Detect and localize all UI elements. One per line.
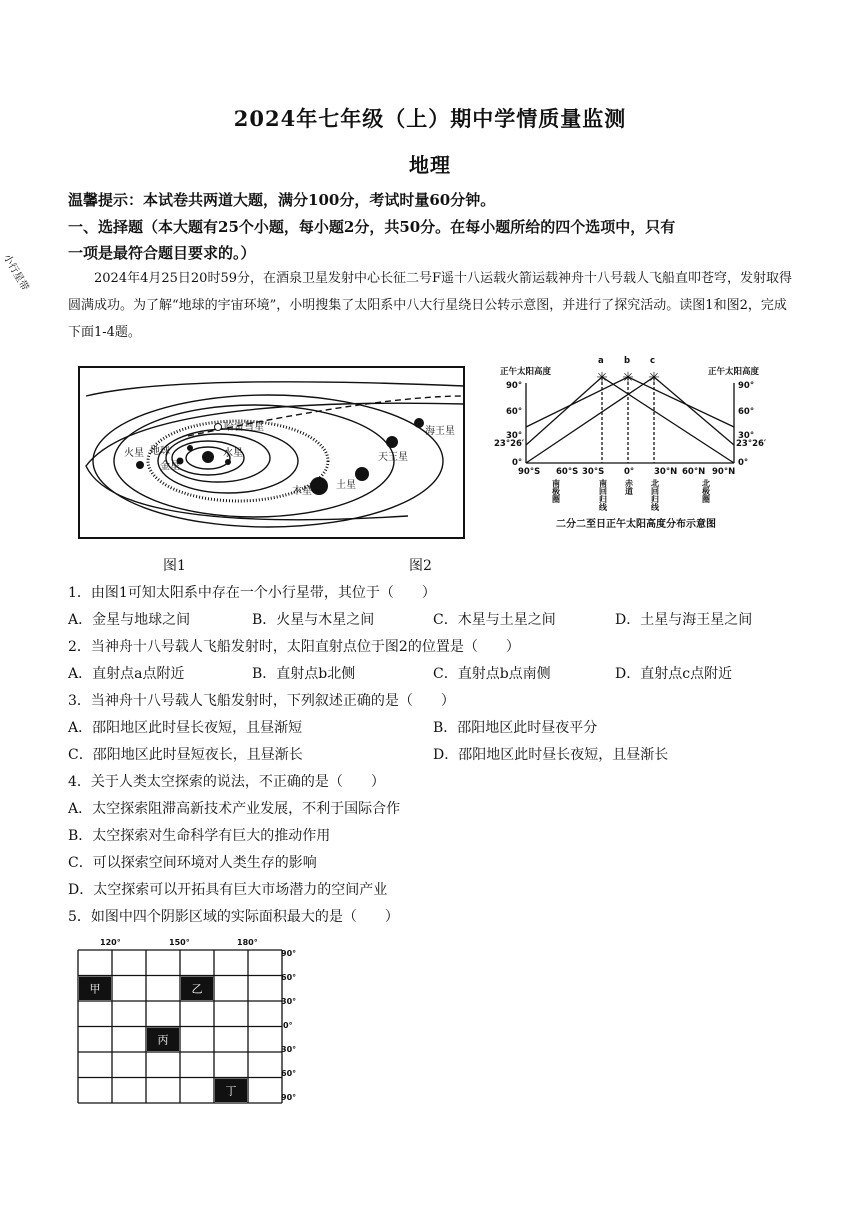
- q2-option-b: B．直射点b北侧: [252, 666, 356, 682]
- venus-label: 金星: [160, 461, 180, 472]
- zone-tropic-capricorn: 南回归线: [598, 479, 608, 511]
- question-3-stem: 3．当神舟十八号载人飞船发射时，下列叙述正确的是（ ）: [68, 693, 455, 709]
- point-c-label: c: [650, 356, 656, 366]
- lon-label-150: 150°: [169, 938, 190, 947]
- question-5-stem: 5．如图中四个阴影区域的实际面积最大的是（ ）: [68, 909, 399, 925]
- question-1-stem: 1．由图1可知太阳系中存在一个小行星带，其位于（ ）: [68, 585, 436, 601]
- reading-passage: 2024年4月25日20时59分，在酒泉卫星发射中心长征二号F遥十八运载火箭运载神舟十八号载人飞船直叩苍穹，发射取得圆满成功。为了解“地球的宇宙环境”，小明搜集了太阳系中八大行星绕日公转示意图，并进行了探究活动。读图1和图2，完成下面1-4题。: [68, 271, 793, 340]
- q1-option-b: B．火星与木星之间: [252, 612, 375, 628]
- q4-option-d: D．太空探索可以开拓具有巨大市场潜力的空间产业: [68, 882, 388, 898]
- x-tick-60s: 60°S: [556, 467, 579, 477]
- exam-tip: 温馨提示：本试卷共两道大题，满分100分，考试时量60分钟。: [68, 191, 496, 209]
- lat-label-3: 0°: [283, 1021, 293, 1030]
- x-tick-0: 0°: [624, 467, 635, 477]
- sun-icon-c: ✳: [648, 370, 660, 386]
- q3-option-d: D．邵阳地区此时昼长夜短，且昼渐长: [433, 747, 669, 763]
- x-tick-30n: 30°N: [654, 467, 678, 477]
- neptune-label: 海王星: [425, 426, 455, 437]
- q2-option-d: D．直射点c点附近: [615, 666, 733, 682]
- lat-label-0: 90°: [281, 949, 297, 958]
- sun-altitude-figure: [486, 355, 786, 535]
- x-tick-90n: 90°N: [712, 467, 736, 477]
- q3-option-c: C．邵阳地区此时昼短夜长，且昼渐长: [68, 747, 303, 763]
- question-2-stem: 2．当神舟十八号载人飞船发射时，太阳直射点位于图2的位置是（ ）: [68, 639, 520, 655]
- zone-antarctic-circle: 南极圈: [551, 479, 561, 503]
- mercury-label: 水星: [223, 448, 243, 459]
- point-b-label: b: [624, 356, 631, 366]
- right-tick-60: 60°: [738, 407, 755, 417]
- right-tick-0: 0°: [738, 458, 749, 468]
- figure-2-title: 二分二至日正午太阳高度分布示意图: [556, 519, 716, 530]
- left-tick-60: 60°: [506, 407, 523, 417]
- right-axis-title: 正午太阳高度: [708, 367, 760, 377]
- zone-arctic-circle: 北极圈: [701, 479, 711, 503]
- subject-title: 地理: [409, 153, 451, 177]
- halley-label: 哈雷彗星: [224, 422, 264, 433]
- left-tick-2326: 23°26′: [494, 439, 525, 449]
- sun-icon: [202, 451, 214, 463]
- x-tick-30s: 30°S: [582, 467, 605, 477]
- right-tick-90: 90°: [738, 381, 755, 391]
- q2-option-a: A．直射点a点附近: [68, 666, 185, 682]
- lon-label-180: 180°: [237, 938, 258, 947]
- x-tick-60n: 60°N: [682, 467, 706, 477]
- lat-label-5: 60°: [281, 1069, 297, 1078]
- page-title: 2024年七年级（上）期中学情质量监测: [233, 106, 627, 131]
- q4-option-a: A．太空探索阻滞高新技术产业发展，不利于国际合作: [68, 801, 401, 817]
- latlon-grid-figure: [70, 934, 310, 1106]
- uranus-label: 天王星: [378, 452, 408, 463]
- lon-label-120: 120°: [100, 938, 121, 947]
- jupiter-label: 木星: [292, 486, 312, 497]
- right-tick-30: 30°: [738, 431, 755, 441]
- zone-tropic-cancer: 北回归线: [650, 479, 660, 511]
- x-tick-90s: 90°S: [518, 467, 541, 477]
- zone-equator: 赤道: [624, 479, 634, 495]
- shaded-cell-label: 乙: [191, 982, 203, 996]
- section-heading-line1: 一、选择题（本大题有25个小题，每小题2分，共50分。在每小题所给的四个选项中，只有: [68, 218, 676, 236]
- point-a-label: a: [598, 356, 604, 366]
- q2-option-c: C．直射点b点南侧: [433, 666, 551, 682]
- asteroid-belt-label: 小行星带: [0, 252, 31, 293]
- shaded-cell-label: 丁: [225, 1084, 237, 1098]
- left-axis-title: 正午太阳高度: [500, 367, 552, 377]
- q1-option-c: C．木星与土星之间: [433, 612, 556, 628]
- left-tick-30: 30°: [506, 431, 523, 441]
- earth-label: 地球: [150, 446, 170, 457]
- lat-label-6: 90°: [281, 1093, 297, 1102]
- q3-option-b: B．邵阳地区此时昼夜平分: [433, 720, 598, 736]
- shaded-cell-label: 甲: [89, 982, 101, 996]
- q1-option-d: D．土星与海王星之间: [615, 612, 753, 628]
- sun-icon-a: ✳: [596, 370, 608, 386]
- left-tick-90: 90°: [506, 381, 523, 391]
- question-4-stem: 4．关于人类太空探索的说法，不正确的是（ ）: [68, 774, 385, 790]
- figure-1-caption: 图1: [163, 558, 186, 574]
- left-tick-0: 0°: [512, 458, 523, 468]
- section-heading-line2: 一项是最符合题目要求的。）: [68, 244, 256, 262]
- lat-label-2: 30°: [281, 997, 297, 1006]
- sun-icon-b: ✳: [622, 370, 634, 386]
- figure-2-caption: 图2: [409, 558, 432, 574]
- q4-option-b: B．太空探索对生命科学有巨大的推动作用: [68, 828, 331, 844]
- lat-label-4: 30°: [281, 1045, 297, 1054]
- q1-option-a: A．金星与地球之间: [68, 612, 191, 628]
- q3-option-a: A．邵阳地区此时昼长夜短，且昼渐短: [68, 720, 303, 736]
- right-tick-2326: 23°26′: [736, 439, 767, 449]
- q4-option-c: C．可以探索空间环境对人类生存的影响: [68, 855, 317, 871]
- shaded-cell-label: 丙: [157, 1033, 169, 1047]
- saturn-label: 土星: [336, 480, 356, 491]
- lat-label-1: 60°: [281, 973, 297, 982]
- mars-label: 火星: [124, 448, 144, 459]
